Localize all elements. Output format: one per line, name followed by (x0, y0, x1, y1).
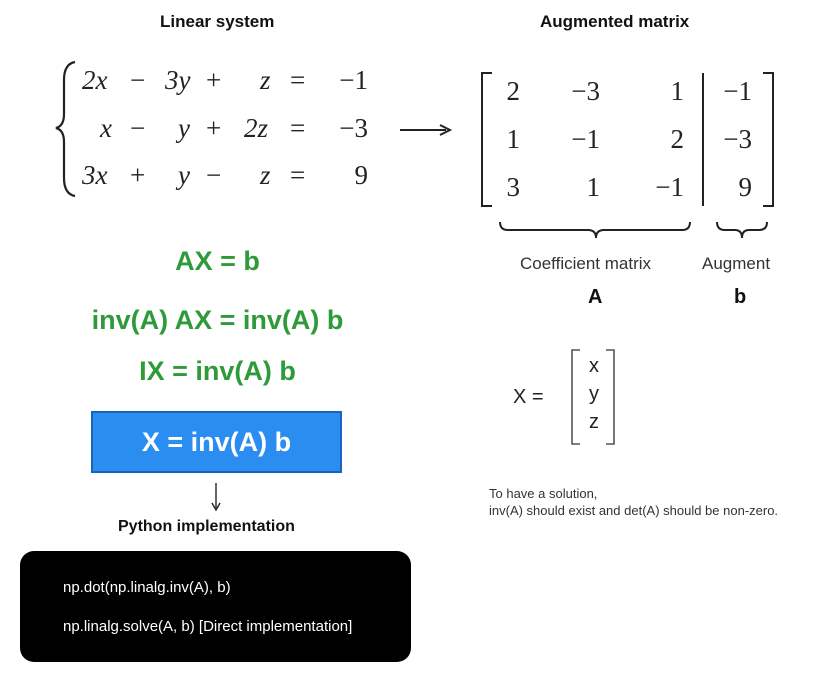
matrix-cell: 9 (738, 172, 752, 202)
matrix-a-label: A (588, 286, 603, 308)
system-row-3 (82, 160, 382, 194)
matrix-cell: −1 (571, 124, 600, 154)
x-vector-item: y (589, 383, 599, 405)
x-vector-right-bracket (606, 350, 614, 444)
note-line-2: inv(A) should exist and det(A) should be non-zero. (489, 503, 779, 518)
matrix-cell: −3 (571, 76, 600, 106)
heading-linear-system: Linear system (160, 12, 275, 31)
note-line-1: To have a solution, (489, 486, 598, 501)
row2-term-y: y (178, 113, 190, 143)
vector-b-label: b (734, 286, 747, 308)
row1-term-x: 2x (82, 65, 108, 95)
x-vector-left-bracket (572, 350, 580, 444)
row1-rhs: −1 (339, 65, 368, 95)
equation-inv-a-ax: inv(A) AX = inv(A) b (91, 305, 344, 335)
row1-term-y: 3y (165, 65, 191, 95)
matrix-cell: 1 (506, 124, 520, 154)
row3-rhs: 9 (354, 160, 368, 190)
row2-op2: + (206, 113, 222, 143)
code-line-2: np.linalg.solve(A, b) [Direct implementation] (63, 618, 353, 635)
augment-label: Augment (702, 254, 771, 273)
heading-python-implementation: Python implementation (118, 518, 295, 535)
row2-equals: = (290, 113, 306, 143)
row3-term-y: y (178, 160, 190, 190)
matrix-cell: −3 (723, 124, 752, 154)
row2-op1: − (130, 113, 146, 143)
row3-equals: = (290, 160, 306, 190)
code-block (20, 551, 411, 662)
matrix-cell: −1 (655, 172, 684, 202)
row3-op2: − (206, 160, 222, 190)
row3-term-z: z (260, 160, 271, 190)
matrix-cell: 2 (670, 124, 684, 154)
row1-term-z: z (260, 65, 271, 95)
code-line-1: np.dot(np.linalg.inv(A), b) (63, 579, 231, 596)
augment-underbrace (717, 222, 767, 238)
matrix-cell: 3 (506, 172, 520, 202)
matrix-cell: 2 (506, 76, 520, 106)
coefficient-underbrace (500, 222, 690, 238)
row3-term-x: 3x (82, 160, 108, 190)
row1-equals: = (290, 65, 306, 95)
row2-rhs: −3 (339, 113, 368, 143)
row1-op2: + (206, 65, 222, 95)
row2-term-x: x (100, 113, 112, 143)
x-vector (582, 352, 606, 436)
coefficient-matrix-label: Coefficient matrix (520, 254, 652, 273)
final-solution-box: X = inv(A) b (91, 411, 342, 473)
matrix-cell: 1 (670, 76, 684, 106)
row2-term-z: 2z (244, 113, 269, 143)
row1-op1: − (130, 65, 146, 95)
matrix-cell: −1 (723, 76, 752, 106)
augmented-matrix (490, 74, 780, 214)
system-row-2 (82, 113, 382, 147)
heading-augmented-matrix: Augmented matrix (540, 12, 690, 31)
system-row-1 (82, 65, 382, 99)
x-vector-label: X = (513, 386, 544, 408)
x-vector-item: z (589, 411, 599, 433)
x-vector-item: x (589, 355, 599, 377)
matrix-cell: 1 (586, 172, 600, 202)
equation-ax-b: AX = b (175, 246, 260, 276)
row3-op1: + (130, 160, 146, 190)
system-brace (56, 62, 75, 196)
equation-ix: IX = inv(A) b (139, 356, 296, 386)
solution-note (489, 485, 778, 519)
